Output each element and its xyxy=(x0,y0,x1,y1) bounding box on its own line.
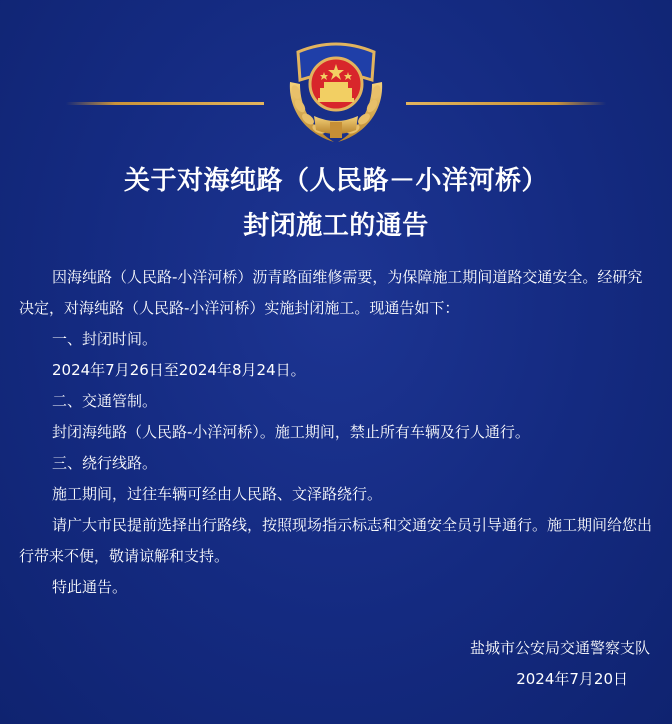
section-1-title: 一、封闭时间。 xyxy=(52,330,158,348)
header-emblem-row xyxy=(0,20,672,150)
intro-paragraph: 因海纯路（人民路-小洋河桥）沥青路面维修需要，为保障施工期间道路交通安全。经研究决定，对海纯路（人民路-小洋河桥）实施封闭施工。现通告如下： xyxy=(19,268,643,317)
section-1-text: 2024年7月26日至2024年8月24日。 xyxy=(52,361,306,379)
signature-org: 盐城市公安局交通警察支队 xyxy=(469,639,650,657)
left-gold-rule xyxy=(66,102,264,105)
police-emblem-icon xyxy=(274,30,398,154)
page-title-line-2: 封闭施工的通告 xyxy=(243,211,429,241)
section-3-text: 施工期间，过往车辆可经由人民路、文泽路绕行。 xyxy=(52,485,383,503)
notice-body xyxy=(19,262,657,603)
closing-line: 特此通告。 xyxy=(52,578,128,596)
page-title-line-1: 关于对海纯路（人民路－小洋河桥） xyxy=(123,166,548,196)
signature-date: 2024年7月20日 xyxy=(516,670,628,688)
notice-paragraph: 请广大市民提前选择出行路线，按照现场指示标志和交通安全员引导通行。施工期间给您出行带来不便，敬请谅解和支持。 xyxy=(19,516,653,565)
section-3-title: 三、绕行线路。 xyxy=(52,454,158,472)
right-gold-rule xyxy=(406,102,606,105)
section-2-text: 封闭海纯路（人民路-小洋河桥）。施工期间，禁止所有车辆及行人通行。 xyxy=(52,423,530,441)
section-2-title: 二、交通管制。 xyxy=(52,392,158,410)
